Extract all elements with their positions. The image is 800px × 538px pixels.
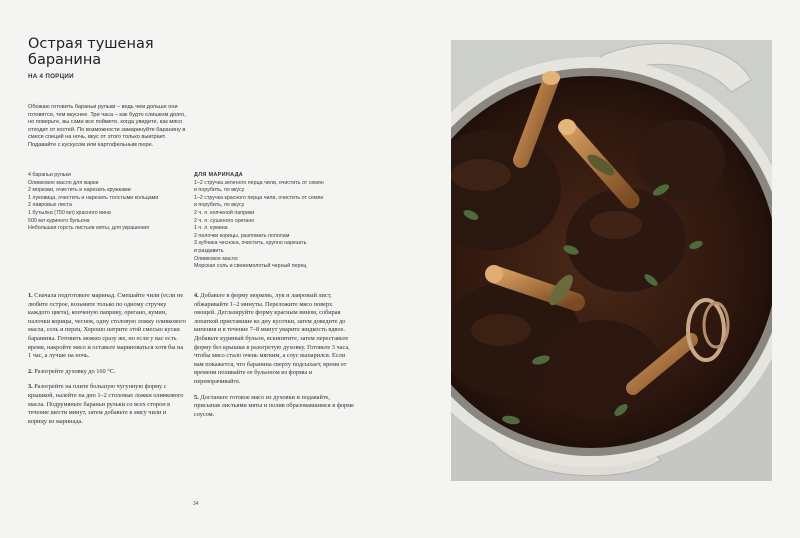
method-step bbox=[28, 368, 186, 377]
step-text: Сначала подготовьте маринад. Смешайте чили (если не любите острое, возьмите только по одному стручку каждого цвета), копченую паприку, орегано, кумин, палочки корицы, чеснок, одну столовую ложку оливкового масла, соль и перец. Хорошо натрите этой смесью куски баранины. Готовить можно сразу же, но если у вас есть время, накройте мясо и оставьте мариноваться хотя бы на 1 час, а лучше на ночь. bbox=[28, 292, 186, 360]
marinade-ingredient-item: 1 ч. л. кумина bbox=[194, 225, 228, 232]
ingredient-item: 500 мл куриного бульона bbox=[28, 217, 90, 224]
ingredient-item: 2 моркови, очистить и нарезать кружками bbox=[28, 187, 131, 194]
main-ingredients-list bbox=[28, 172, 188, 233]
ingredient-item: 1 бутылка (750 мл) красного вина bbox=[28, 209, 111, 216]
step-number: 2. bbox=[28, 367, 33, 375]
step-text: Разогрейте на плите большую чугунную форму с крышкой, налейте на дно 1–2 столовые ложки оливкового масла. Подрумяньте бараньи рульки со всех сторон в течение шести минут, затем добавьте к мясу чили и корицу из маринада. bbox=[28, 383, 184, 425]
method-column-left bbox=[28, 292, 186, 433]
step-number: 5. bbox=[194, 393, 199, 401]
servings-label: НА 4 ПОРЦИИ bbox=[28, 73, 74, 80]
page-number: 34 bbox=[193, 501, 199, 507]
method-step bbox=[194, 292, 354, 387]
marinade-ingredient-item: 1–2 стручка красного перца чили, очистить от семян bbox=[194, 194, 324, 201]
marinade-ingredient-item: 2 ч. л. сушеного орегано bbox=[194, 217, 255, 224]
step-number: 1. bbox=[28, 292, 33, 299]
marinade-title: ДЛЯ МАРИНАДА bbox=[194, 172, 244, 178]
step-number: 4. bbox=[194, 292, 199, 299]
braised-lamb-pot-photo bbox=[451, 40, 772, 481]
recipe-text-column bbox=[28, 36, 356, 425]
marinade-ingredient-item: Оливковое масло bbox=[194, 255, 238, 262]
recipe-title: Острая тушеная баранина bbox=[28, 36, 154, 68]
marinade-ingredient-item: Морская соль и свежемолотый черный перец bbox=[194, 263, 307, 270]
method-column-right bbox=[194, 292, 354, 426]
step-text: Достаньте готовое мясо из духовки и подавайте, присыпав листьями мяты и полив образовавшимся в форме соусом. bbox=[194, 393, 354, 418]
marinade-ingredient-item: и раздавить bbox=[194, 247, 224, 254]
marinade-ingredient-item: и порубить, по вкусу bbox=[194, 202, 245, 209]
step-number: 3. bbox=[28, 383, 33, 391]
step-text: Разогрейте духовку до 160 °С. bbox=[32, 367, 116, 375]
ingredient-item: Оливковое масло для жарки bbox=[28, 179, 99, 186]
marinade-ingredients-list bbox=[194, 172, 356, 271]
method-step bbox=[194, 394, 354, 420]
marinade-ingredient-item: 1–2 стручка зеленого перца чили, очистить от семян bbox=[194, 179, 324, 186]
ingredient-item: Небольшая горсть листьев мяты, для украшения bbox=[28, 225, 150, 232]
marinade-ingredient-item: 2 палочки корицы, разломать пополам bbox=[194, 232, 290, 239]
method-step bbox=[28, 383, 186, 426]
marinade-ingredient-item: 3 зубчика чеснока, очистить, крупно нарезать bbox=[194, 240, 307, 247]
recipe-intro: Обожаю готовить бараньи рульки – ведь чем дольше они готовятся, тем вкуснее. Три часа – как будто слишком долго, но поверьте, вы сами все поймете, когда увидите, как мясо отходит от костей. По возможности замаринуйте баранину в смеси специй на ночь, вкус от этого только выиграет. Подавайте с кускусом или картофельным пюре. bbox=[28, 104, 186, 148]
marinade-ingredient-item: 2 ч. л. копченой паприки bbox=[194, 209, 255, 216]
step-text: Добавьте в форму морковь, лук и лавровый лист, обжаривайте 1–2 минуты. Переложите мясо поверх овощей. Деглазируйте форму красным вином, собирая лопаткой приставшие ко дну кусочки, затем доведите до кипения и в течение 7–8 минут уварите жидкость вдвое. Добавьте куриный бульон, вскипятите, затем переставьте форму без крышки в разогретую духовку. Готовьте 3 часа, чтобы мясо стало очень мягким, а соус выпарился. Если вам покажется, что баранина сверху подсыхает, время от времени поливайте ее бульоном из формы и переворачивайте. bbox=[194, 292, 350, 385]
ingredient-item: 2 лавровых листа bbox=[28, 202, 72, 209]
dish-photo-illustration bbox=[451, 40, 772, 481]
marinade-ingredient-item: и порубить, по вкусу bbox=[194, 187, 245, 194]
method-step bbox=[28, 292, 186, 361]
ingredient-item: 1 луковица, очистить и нарезать толстыми кольцами bbox=[28, 194, 159, 201]
ingredient-item: 4 бараньи рульки bbox=[28, 172, 71, 178]
